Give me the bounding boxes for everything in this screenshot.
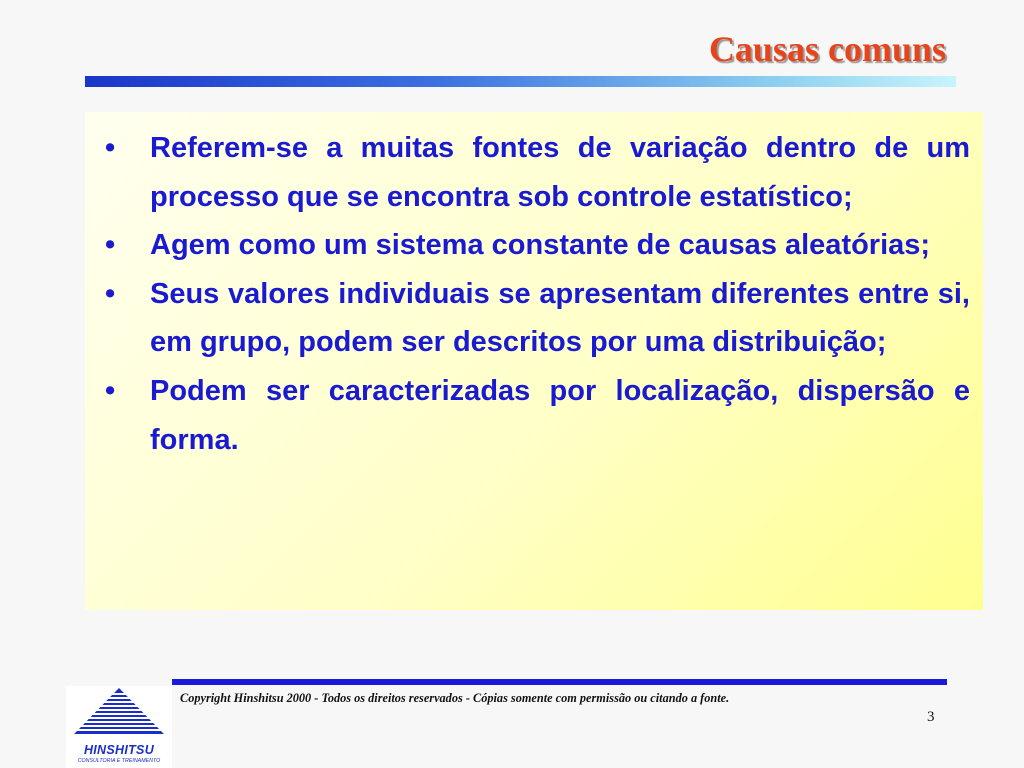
list-item xyxy=(85,124,983,221)
bullet-list xyxy=(85,124,983,464)
content-box xyxy=(85,112,983,610)
bullet-text: Agem como um sistema constante de causas aleatórias; xyxy=(150,229,931,262)
slide-title: Causas comuns xyxy=(708,29,946,69)
logo-wordmark: HINSHITSU xyxy=(83,743,155,757)
bullet-marker: • xyxy=(105,374,116,407)
logo-tagline: CONSULTORIA E TREINAMENTO xyxy=(77,758,161,764)
bullet-marker: • xyxy=(105,229,116,262)
list-item xyxy=(85,367,983,464)
bullet-marker: • xyxy=(105,277,116,310)
hinshitsu-logo xyxy=(66,686,172,768)
pyramid-logo-icon xyxy=(66,686,172,744)
bullet-text: Referem-se a muitas fontes de variação dentro de um processo que se encontra sob controle estatístico; xyxy=(150,132,970,213)
page-number: 3 xyxy=(927,709,935,725)
bullet-text: Podem ser caracterizadas por localização, dispersão e forma. xyxy=(150,374,970,456)
footer-divider xyxy=(172,679,947,685)
bullet-marker: • xyxy=(105,132,116,164)
list-item xyxy=(85,221,983,270)
title-underline-bar xyxy=(85,76,956,87)
copyright-notice: Copyright Hinshitsu 2000 - Todos os direitos reservados - Cópias somente com permissão ou citando a fonte. xyxy=(180,691,730,705)
bullet-text: Seus valores individuais se apresentam diferentes entre si, em grupo, podem ser descritos por uma distribuição; xyxy=(150,277,970,359)
list-item xyxy=(85,270,983,367)
